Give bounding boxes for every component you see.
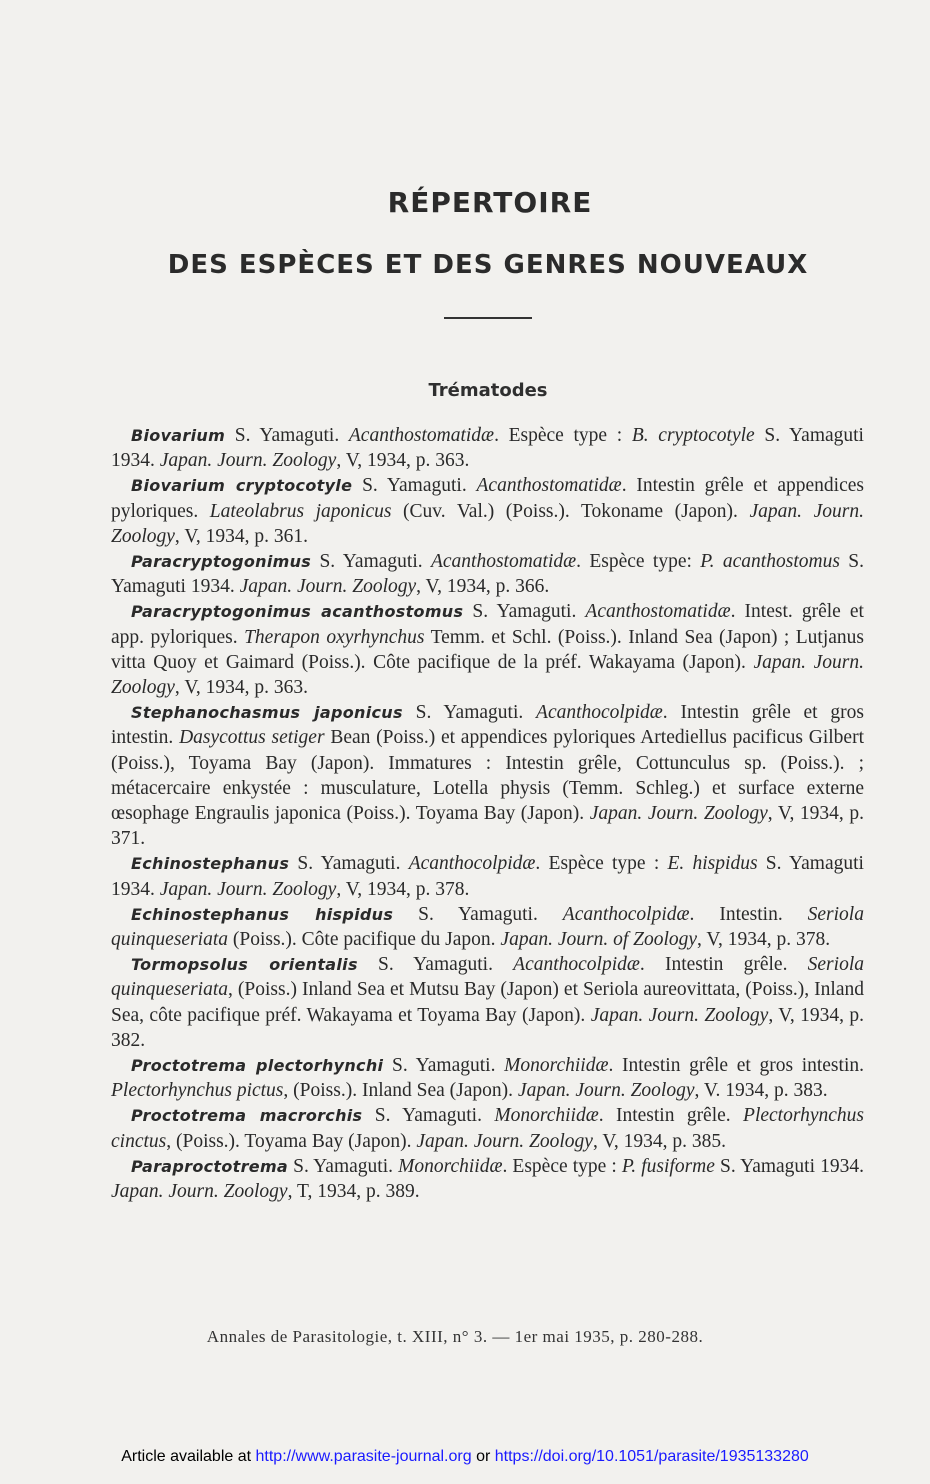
entry-author: S. Yamaguti. xyxy=(383,1055,505,1077)
entry-author: S. Yamaguti. xyxy=(402,702,537,724)
entry-species: Plectorhynchus pictus xyxy=(111,1080,284,1102)
entry-family: Acanthocolpidæ xyxy=(562,903,690,925)
entry-citation: , V, 1934, p. 378. xyxy=(336,878,470,900)
entry-citation: , V, 1934, p. 382. xyxy=(111,1004,864,1051)
entry-reference: Japan. Journ. Zoology xyxy=(590,1004,769,1026)
entry-text: S. Yamaguti 1934. xyxy=(714,1155,864,1177)
entry-author: S. Yamaguti. xyxy=(311,551,431,573)
entry-family: Monorchiidæ xyxy=(398,1155,503,1177)
entry-text: S. Yamaguti 1934. xyxy=(111,425,864,472)
entry-family: Monorchiidæ xyxy=(494,1105,599,1127)
entry-species: B. cryptocotyle xyxy=(631,425,755,446)
entry-paragraph xyxy=(111,902,864,952)
entry-author: S. Yamaguti. xyxy=(289,853,409,875)
entry-family: Acanthocolpidæ xyxy=(513,954,640,976)
entry-reference: Japan. Journ. Zoology xyxy=(239,576,417,598)
entry-species: Therapon oxyrhynchus xyxy=(244,626,425,648)
entry-species: E. hispidus xyxy=(667,853,758,875)
entry-author: S. Yamaguti. xyxy=(393,903,563,925)
entry-paragraph xyxy=(111,423,864,473)
entry-citation: , V, 1934, p. 385. xyxy=(592,1130,727,1152)
entry-text: . Intestin grêle. xyxy=(639,954,808,976)
entry-genus: Stephanochasmus japonicus xyxy=(131,703,403,723)
entry-paragraph xyxy=(111,549,864,599)
entry-family: Acanthocolpidæ xyxy=(408,853,536,875)
entry-citation: , V, 1934, p. 371. xyxy=(111,803,864,850)
entry-reference: Japan. Journ. Zoology xyxy=(111,1181,288,1203)
entry-text: , (Poiss.). Toyama Bay (Japon). xyxy=(166,1130,417,1152)
entry-family: Acanthostomatidæ xyxy=(430,551,577,573)
entry-reference: Japan. Journ. Zoology xyxy=(159,450,337,472)
entry-author: S. Yamaguti. xyxy=(352,475,477,497)
entry-genus: Paraproctotrema xyxy=(131,1156,289,1176)
article-footer xyxy=(0,1448,930,1466)
entry-genus: Proctotrema macrorchis xyxy=(131,1106,363,1126)
entry-species: Dasycottus setiger xyxy=(179,727,325,749)
entry-species: Lateolabrus japonicus xyxy=(209,500,392,522)
title-line-2: DES ESPÈCES ET DES GENRES NOUVEAUX xyxy=(167,250,809,280)
title-divider xyxy=(444,317,532,319)
entry-text: . Intestin grêle et gros intestin. xyxy=(608,1055,864,1077)
entry-reference: Japan. Journ. Zoology xyxy=(589,803,768,825)
entry-author: S. Yamaguti. xyxy=(463,601,586,623)
entry-genus: Biovarium xyxy=(131,426,226,445)
entry-species: Seriola quinqueseriata xyxy=(111,954,864,1001)
title-line-1: RÉPERTOIRE xyxy=(387,186,593,219)
entry-paragraph xyxy=(111,473,864,549)
entry-paragraph xyxy=(111,851,864,901)
entry-text: , (Poiss.). Inland Sea (Japon). xyxy=(283,1080,518,1102)
journal-citation: Annales de Parasitologie, t. XIII, n° 3. — 1er mai 1935, p. 280-288. xyxy=(206,1327,704,1346)
entry-text: . Intestin grêle et gros intestin. xyxy=(111,702,864,749)
entry-species: Plectorhynchus cinctus xyxy=(111,1105,864,1152)
entry-author: S. Yamaguti. xyxy=(362,1105,495,1127)
entry-citation: , V, 1934, p. 363. xyxy=(336,450,470,472)
footer-prefix: Article available at xyxy=(121,1448,256,1465)
entry-text: . Intest. grêle et app. pyloriques. xyxy=(111,601,864,648)
entry-citation: , V, 1934, p. 378. xyxy=(697,929,831,951)
entry-paragraph xyxy=(111,1053,864,1103)
entry-family: Acanthostomatidæ xyxy=(348,425,495,446)
footer-middle: or xyxy=(471,1448,495,1465)
entry-reference: Japan. Journ. Zoology xyxy=(159,878,337,900)
doi-link[interactable]: https://doi.org/10.1051/parasite/1935133280 xyxy=(494,1448,809,1465)
entry-reference: Japan. Journ. Zoology xyxy=(111,651,865,699)
entry-text: S. Yamaguti 1934. xyxy=(111,853,864,900)
entry-text: . Espèce type: xyxy=(576,551,701,573)
entry-text: . Intestin grêle et appendices pyloriques. xyxy=(111,475,864,522)
entry-species: Seriola quinqueseriata xyxy=(111,903,864,951)
entry-family: Acanthocolpidæ xyxy=(536,702,663,724)
entry-reference: Japan. Journ. Zoology xyxy=(517,1080,695,1102)
entry-text: (Cuv. Val.) (Poiss.). Tokoname (Japon). xyxy=(391,500,750,522)
entry-genus: Proctotrema plectorhynchi xyxy=(131,1056,384,1076)
entry-reference: Japan. Journ. Zoology xyxy=(416,1130,593,1152)
entry-text: , (Poiss.) Inland Sea et Mutsu Bay (Japon) et Seriola aureovittata, (Poiss.), Inland Sea, côte pacifique préf. Wakayama et Toyama Bay (Japon). xyxy=(111,979,864,1026)
entry-citation: , V, 1934, p. 363. xyxy=(174,677,309,699)
entry-genus: Paracryptogonimus xyxy=(131,552,312,572)
entry-text: . Intestin grêle. xyxy=(598,1105,744,1127)
entry-genus: Tormopsolus orientalis xyxy=(131,955,358,975)
entry-paragraph xyxy=(111,599,864,700)
entry-citation: , T, 1934, p. 389. xyxy=(287,1181,420,1203)
entry-text: . Espèce type : xyxy=(494,425,632,446)
entry-species: P. acanthostomus xyxy=(700,551,840,573)
entry-text: (Poiss.). Côte pacifique du Japon. xyxy=(228,929,501,951)
entry-paragraph xyxy=(111,1103,864,1153)
entry-author: S. Yamaguti. xyxy=(288,1155,399,1177)
entry-reference: Japan. Journ. of Zoology xyxy=(500,929,698,951)
entry-text: Bean (Poiss.) et appendices pyloriques Artediellus pacificus Gilbert (Poiss.), Toyama Bay (Japon). Immatures : Intestin grêle, Cottunculus sp. (Poiss.). ; métacercaire enkystée : musculature, Lotella physis (Temm. Schleg.) et surface externe œsophage Engraulis japonica (Poiss.). Toyama Bay (Japon). xyxy=(111,727,865,825)
entry-genus: Paracryptogonimus acanthostomus xyxy=(131,602,464,622)
entry-genus: Echinostephanus hispidus xyxy=(131,904,394,924)
entry-author: S. Yamaguti. xyxy=(357,954,514,976)
entry-genus: Biovarium cryptocotyle xyxy=(131,476,353,496)
entry-citation: , V. 1934, p. 383. xyxy=(694,1080,828,1102)
entry-text: . Espèce type : xyxy=(535,853,668,875)
entry-family: Monorchiidæ xyxy=(504,1055,609,1077)
entry-reference: Japan. Journ. Zoology xyxy=(111,500,864,547)
entry-author: S. Yamaguti. xyxy=(225,425,349,446)
entry-family: Acanthostomatidæ xyxy=(476,475,622,497)
entry-genus: Echinostephanus xyxy=(131,854,290,874)
entry-family: Acanthostomatidæ xyxy=(585,601,731,623)
entry-text: . Espèce type : xyxy=(502,1155,622,1177)
journal-link[interactable]: http://www.parasite-journal.org xyxy=(255,1448,472,1465)
entry-paragraph xyxy=(111,1154,864,1204)
entry-citation: , V, 1934, p. 361. xyxy=(174,525,309,547)
entry-paragraph xyxy=(111,952,864,1053)
entry-text: . Intestin. xyxy=(689,903,808,925)
section-heading: Trématodes xyxy=(428,380,548,401)
entries-list xyxy=(111,423,864,1204)
entry-citation: , V, 1934, p. 366. xyxy=(416,576,550,598)
entry-paragraph xyxy=(111,700,864,851)
entry-species: P. fusiforme xyxy=(621,1155,715,1177)
entry-text: Temm. et Schl. (Poiss.). Inland Sea (Japon) ; Lutjanus vitta Quoy et Gaimard (Poiss.). Côte pacifique de la préf. Wakayama (Japon). xyxy=(111,626,864,673)
entry-text: S. Yamaguti 1934. xyxy=(111,551,864,598)
